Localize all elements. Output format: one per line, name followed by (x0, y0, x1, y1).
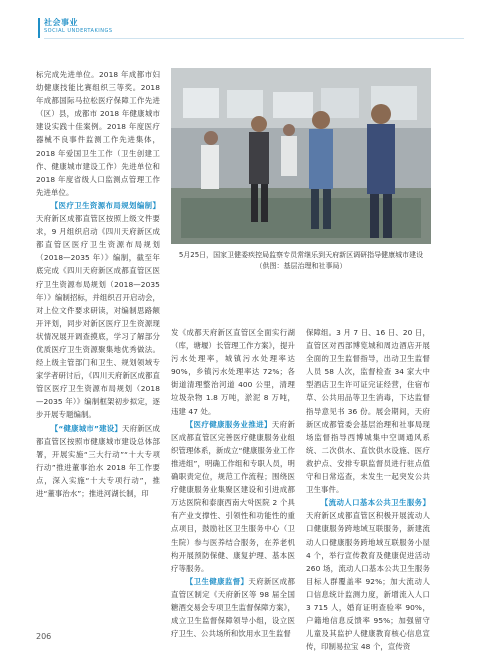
section-heading: 【卫生健康监督】 (185, 576, 249, 586)
section-body: 天府新区成都直管区完善医疗健康服务业组织管理体系，新成立“健康服务业工作推进组”，明确工作组和专职人员，明确职责定位，规范工作流程；围绕医疗健康服务业集聚区建设和引进成都万达医院和泰康西南大학医院 2 个具有产业支撑性、引领性和功能性的重点项目，鼓励社区卫生服务中心（卫生院）参与医养结合服务，在养老机构开展预防保健、康复护理、基本医疗等服务。 (171, 419, 295, 573)
section-body: 天府新区成都直管区制定《天府新区等 98 届全国糖酒交易会专项卫生监督保障方案》，成立卫生监督保障领导小组，设立医疗卫生、公共场所和饮用水卫生监督 (171, 576, 295, 639)
paragraph (306, 496, 430, 651)
text-column-1 (36, 68, 160, 500)
paragraph (171, 575, 295, 640)
section-body: 天府新区成都直管区积极开展流动人口健康服务跨地域互联服务，新建流动人口健康服务跨地域互联服务小屋 4 个，举行宣传教育及健康促进活动 260 场，流动人口基本公共卫生服务目标人群覆盖率 92%；加大流动人口信息统计监测力度，新增流入人口 3 715 人，婚育证明查验率 90%，户籍地信息反馈率 95%；加强留守儿童及其监护人健康教育核心信息宣传，印制易拉宝 48 个，宣传资 (306, 511, 430, 651)
text-column-3 (306, 326, 430, 651)
caption-line: 5月25日，国家卫健委疾控局监察专员常继乐到天府新区调研指导健康城市建设 (178, 251, 424, 259)
paragraph (36, 422, 160, 501)
section-heading: 【“健康城市”建设】 (50, 423, 122, 433)
header-accent-bar (38, 18, 40, 38)
section-heading: 【医疗健康服务业推进】 (185, 419, 272, 429)
paragraph (171, 418, 295, 575)
photo-caption (171, 250, 431, 272)
paragraph: 保障组。3 月 7 日、16 日、20 日，直管区对西部博览城和周边酒店开展全面的卫生监督指导，出动卫生监督人员 58 人次，监督检查 34 家大中型酒店卫生许可证完证经营，住宿布草、公共用品等卫生消毒，下达监督指导意见书 36 份。展会期间，天府新区成都管委会基层治理和社事局现场监督指导西博城集中空调通风系统、二次供水、直饮供水设施、医疗救护点、安排专职监督员进行驻点值守和日常巡查，未发生一起突发公共卫生事件。 (306, 328, 430, 495)
section-title: 社会事业 (44, 18, 78, 27)
news-photo (171, 68, 431, 244)
section-body: 天府新区成都直管区按照市健康城市建设总体部署，开展实施“三大行动”“十大专项行动”推进董事治水 2018 年工作要点，深入实施“十大专项行动”，推进“董事治水”；推进河湖长制，印 (36, 423, 160, 498)
text-column-2 (171, 326, 295, 640)
paragraph: 发《成都天府新区直管区全面实行湖（库，塘堰）长管理工作方案》，提升污水处理率，城镇污水处理率达 90%，乡镇污水处理率达 72%；各街道清理整治河道 400 公里，清理垃圾杂物 1.8 万吨，淤泥 8 万吨，违建 47 处。 (171, 328, 295, 416)
page-number: 206 (36, 632, 52, 641)
section-heading: 【医疗卫生资源布局规划编制】 (50, 200, 160, 210)
paragraph (36, 199, 160, 422)
paragraph: 标完成先进单位。2018 年成都市妇幼健康技能比赛组织三等奖。2018 年成都国际马拉松医疗保障工作先进（区）县，成都市 2018 年健康城市建设实践十佳案例。2018 年度医疗器械不良事件监测工作先进集体，2018 年爱国卫生工作（卫生创建工作、健康城市建设工作）先进单位和 2018 年度省级人口监测点管理工作先进单位。 (36, 70, 160, 197)
section-heading: 【流动人口基本公共卫生服务】 (320, 498, 430, 508)
header-divider (44, 38, 464, 39)
section-body: 天府新区成都直管区按照上级文件要求，9 月组织启动《四川天府新区成都直管区医疗卫生资源布局规划（2018—2035 年）》编制，截至年底完成《四川天府新区成都直管区医疗卫生资源布局规划（2018—2035 年）》编制招标，并组织召开启动会，对上位文件要求研读，对编制思路额开评划，同步对新区医疗卫生资源现状情况展开调查摸底，学习了解部分优质医疗卫生资源聚集地优秀做法。经上级主管部门和卫生、规划领域专家学者研讨后，《四川天府新区成都直管区医疗卫生资源布局规划（2018—2035 年）》编制框架初步拟定，逐步开展专题编制。 (36, 214, 160, 420)
photo-illustration (171, 68, 431, 244)
caption-credit: （供图：基层治理和社事局） (255, 262, 347, 270)
page-header (10, 14, 470, 44)
section-title-english: SOCIAL UNDERTAKINGS (44, 28, 113, 34)
